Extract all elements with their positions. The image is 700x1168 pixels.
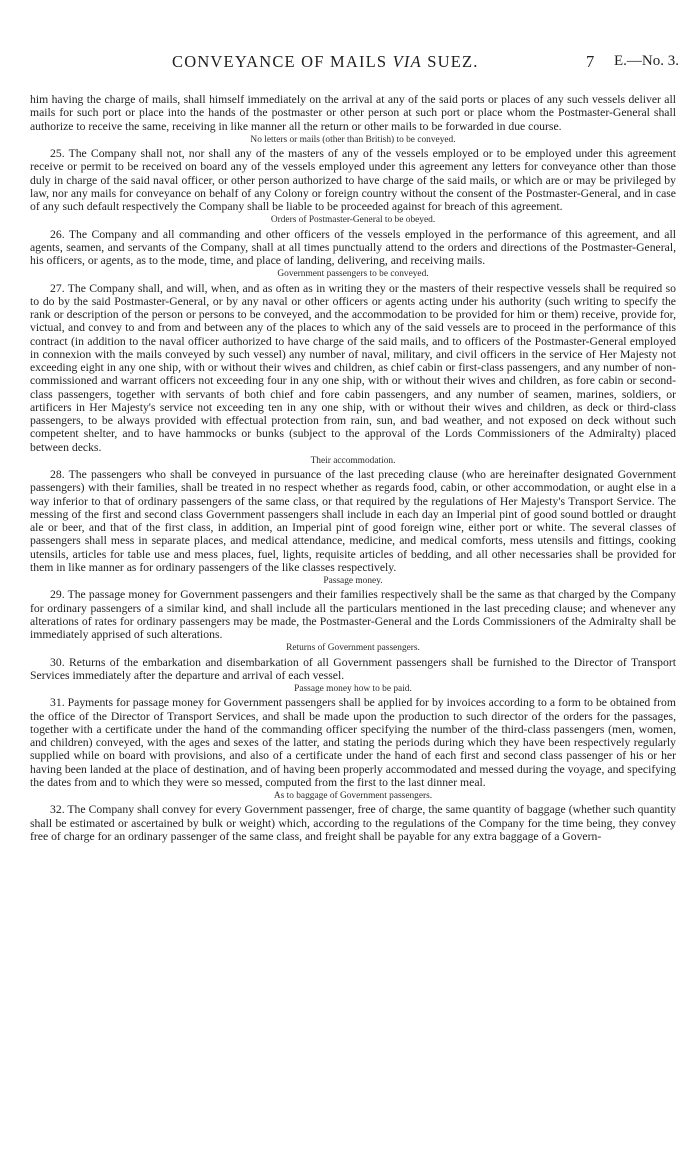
running-title-suffix: SUEZ. (421, 52, 479, 71)
section-heading-29: Passage money. (323, 576, 383, 586)
clause-27: 27. The Company shall, and will, when, and as often as in writing they or the masters of their respective vessels shall be required so to do by the said Postmaster-General, or by any naval or other officers or agents acting under his authority (such writing to specify the rank or description of the person or persons to be conveyed, and the accommodation to be provided for him or them) receive, provide for, victual, and convey to and from and between any of the places to which any of the said vessels are to proceed in the performance of this contract (in addition to the naval officer authorized to have charge of the said mails, and to officers of the Postmaster-General employed in connexion with the mails conveyed by such vessel) any number of naval, military, and civil officers in the service of Her Majesty not exceeding eight in any one ship, with or without their wives and children, as chief cabin or first-class passengers, and any number of non-commissioned and warrant officers not exceeding four in any one ship, with or without their wives and children, as fore cabin or second-class passengers, together with servants of both chief and fore cabin passengers, and any number of seamen, marines, soldiers, or artificers in Her Majesty's service not exceeding ten in any one ship, with or without their wives and children, as deck or third-class passengers, to be always provided with effectual protection from rain, sun, and bad weather, and not exposed on deck without such competent shelter, and to have hammocks or bunks (subject to the approval of the Lords Commissioners of the Admiralty) placed between decks. (30, 281, 676, 454)
section-heading-25: No letters or mails (other than British) to be conveyed. (250, 134, 456, 145)
clause-28: 28. The passengers who shall be conveyed in pursuance of the last preceding clause (who are hereinafter designated Government passengers) with their families, shall be treated in no respect whether as regards food, cabin, or other accommodation, or aught else in a way inferior to that of ordinary passengers of the same class, or that required by the regulations of Her Majesty's Transport Service. The messing of the first and second class Government passengers shall include in each day an Imperial pint of good sound bottled or draught ale or beer, and that of the first class, in addition, an Imperial pint of good foreign wine, either port or white. The several classes of passengers shall mess in separate places, and medical attendance, medicine, and medical comforts, mess utensils and fittings, cooking utensils, articles for table use and mess places, fuel, lights, requisite articles of bedding, and all other necessaries shall be provided for them in like manner as for ordinary passengers of the like classes respectively. (30, 468, 676, 574)
section-heading-30: Returns of Government passengers. (286, 643, 420, 654)
paragraph-continuation: him having the charge of mails, shall himself immediately on the arrival at any of the said ports or places of any such vessels deliver all mails for such port or place into the hands of the postmaster or other person at such port or place whom the Postmaster-General shall authorize to receive the same, receiving in like manner all the return or other mails to be forwarded in due course. (30, 93, 676, 133)
running-title (172, 52, 479, 72)
document-body (30, 93, 676, 843)
clause-26: 26. The Company and all commanding and other officers of the vessels employed in the performance of this agreement, and all agents, seamen, and servants of the Company, shall at all times punctually attend to the orders and directions of the Postmaster-General, his officers, or agents, as to the mode, time, and place of landing, delivering, and receiving mails. (30, 227, 676, 267)
clause-25: 25. The Company shall not, nor shall any of the masters of any of the vessels employed or to be employed under this agreement receive or permit to be received on board any of the vessels employed under this agreement any letters for conveyance other than those duly in charge of the said naval officer, or other person authorized to have charge of the said mails, or which are or may be privileged by law, nor any mails for conveyance on behalf of any Colony or foreign country without the consent of the Postmaster-General, and in case of any such default respectively the Company shall be liable to be proceeded against for breach of this agreement. (30, 147, 676, 213)
document-reference: E.—No. 3. (614, 53, 679, 69)
page-number: 7 (586, 52, 595, 71)
running-title-via: VIA (392, 52, 422, 71)
clause-30: 30. Returns of the embarkation and disembarkation of all Government passengers shall be furnished to the Director of Transport Services immediately after the departure and arrival of each vessel. (30, 655, 676, 682)
clause-31: 31. Payments for passage money for Government passengers shall be applied for by invoices according to a form to be obtained from the office of the Director of Transport Services, and shall be made upon the production to such director of the orders for the passages, together with a certificate under the hand of the commanding officer specifying the number of the third-class passengers (men, women, and children) conveyed, with the ages and sexes of the latter, and stating the periods during which they have been respectively regularly supplied while on board with provisions, and also of a certificate under the hand of each first and second class passenger of his or her having been landed at the place of destination, and of having been properly accommodated and messed during the voyage, and specifying the dates from and to which they were so messed, computed from the first to the last dinner meal. (30, 696, 676, 789)
section-heading-27: Government passengers to be conveyed. (277, 269, 429, 280)
section-heading-26: Orders of Postmaster-General to be obeyed. (270, 215, 436, 226)
running-title-prefix: CONVEYANCE OF MAILS (172, 52, 393, 71)
section-heading-31: Passage money how to be paid. (294, 684, 412, 694)
clause-29: 29. The passage money for Government passengers and their families respectively shall be the same as that charged by the Company for ordinary passengers of a similar kind, and shall include all the particulars mentioned in the last preceding clause; and whenever any alterations of rates for ordinary passengers may be made, the Postmaster-General and the Lords Commissioners of the Admiralty shall be immediately apprised of such alterations. (30, 588, 676, 641)
page-header (0, 52, 700, 76)
section-heading-32: As to baggage of Government passengers. (273, 791, 433, 801)
section-heading-28: Their accommodation. (310, 455, 396, 466)
clause-32: 32. The Company shall convey for every Government passenger, free of charge, the same quantity of baggage (whether such quantity shall be estimated or ascertained by bulk or weight) which, according to the regulations of the Company for the time being, they convey free of charge for an ordinary passenger of the same class, and freight shall be payable for any extra baggage of a Govern- (30, 803, 676, 843)
